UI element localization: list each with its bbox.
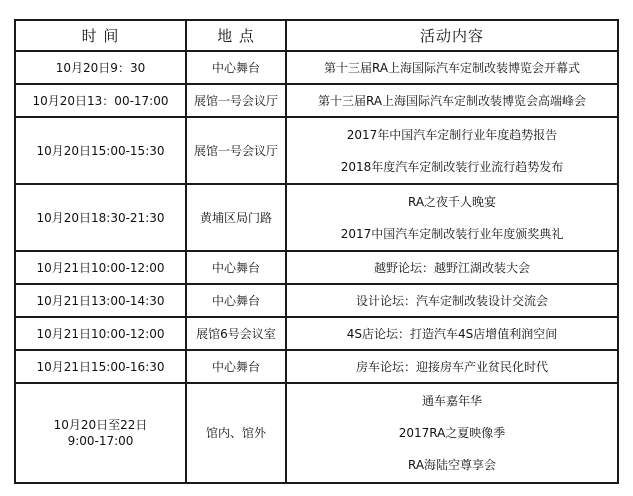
event-cell <box>286 51 618 84</box>
event-cell <box>286 251 618 284</box>
place-cell: 展馆一号会议厅 <box>186 84 286 117</box>
time-cell <box>15 117 186 184</box>
time-text: 10月20日13：00-17:00 <box>32 93 169 108</box>
event-text: 第十三届RA上海国际汽车定制改装博览会高端峰会 <box>317 93 587 108</box>
time-text: 10月20日9：30 <box>55 60 146 75</box>
table-row <box>15 383 618 483</box>
time-text: 10月20日18:30-21:30 <box>36 210 165 225</box>
time-cell <box>15 51 186 84</box>
time-cell <box>15 84 186 117</box>
table-header <box>15 20 618 51</box>
event-cell <box>286 117 618 184</box>
event-text: 2017RA之夏映像季 <box>398 426 506 440</box>
time-text: 10月21日15:00-16:30 <box>36 359 165 374</box>
time-cell <box>15 184 186 251</box>
time-column-header: 时 间 <box>15 20 186 51</box>
time-cell <box>15 251 186 284</box>
table-row <box>15 117 618 184</box>
table-body <box>15 51 618 483</box>
event-text: 2018年度汽车定制改装行业流行趋势发布 <box>340 159 564 174</box>
event-text: RA之夜千人晚宴 <box>407 194 497 209</box>
header-row <box>15 20 618 51</box>
event-text: RA海陆空尊享会 <box>407 458 497 472</box>
event-cell <box>286 383 618 483</box>
time-text: 10月21日10:00-12:00 <box>36 260 165 275</box>
time-cell <box>15 284 186 317</box>
place-cell: 黄埔区局门路 <box>186 184 286 251</box>
time-cell <box>15 317 186 350</box>
event-text: 4S店论坛：打造汽车4S店增值利润空间 <box>346 326 558 341</box>
event-text: 2017年中国汽车定制行业年度趋势报告 <box>346 127 558 142</box>
event-cell <box>286 350 618 383</box>
event-column-header: 活动内容 <box>286 20 618 51</box>
place-cell: 展馆一号会议厅 <box>186 117 286 184</box>
place-column-header: 地 点 <box>186 20 286 51</box>
place-cell: 中心舞台 <box>186 350 286 383</box>
event-cell <box>286 84 618 117</box>
time-text: 10月20日至22日 <box>53 418 148 432</box>
place-cell: 馆内、馆外 <box>186 383 286 483</box>
event-text: 设计论坛：汽车定制改装设计交流会 <box>355 293 548 308</box>
event-text: 通车嘉年华 <box>421 394 482 408</box>
time-text: 9:00-17:00 <box>67 434 134 448</box>
time-cell <box>15 350 186 383</box>
place-cell: 展馆6号会议室 <box>186 317 286 350</box>
time-text: 10月20日15:00-15:30 <box>36 143 165 158</box>
table-row <box>15 350 618 383</box>
time-cell <box>15 383 186 483</box>
table-row <box>15 251 618 284</box>
time-text: 10月21日13:00-14:30 <box>36 293 165 308</box>
event-text: 越野论坛：越野江湖改装大会 <box>373 260 530 275</box>
table-row <box>15 84 618 117</box>
table-row <box>15 184 618 251</box>
event-cell <box>286 317 618 350</box>
event-text: 第十三届RA上海国际汽车定制改装博览会开幕式 <box>323 60 581 75</box>
event-text: 房车论坛：迎接房车产业贫民化时代 <box>355 359 548 374</box>
time-text: 10月21日10:00-12:00 <box>36 326 165 341</box>
table-row <box>15 317 618 350</box>
event-cell <box>286 284 618 317</box>
place-cell: 中心舞台 <box>186 51 286 84</box>
event-cell <box>286 184 618 251</box>
event-text: 2017中国汽车定制改装行业年度颁奖典礼 <box>340 226 564 241</box>
place-cell: 中心舞台 <box>186 284 286 317</box>
event-schedule-table <box>14 19 619 484</box>
table-row <box>15 284 618 317</box>
table-row <box>15 51 618 84</box>
place-cell: 中心舞台 <box>186 251 286 284</box>
